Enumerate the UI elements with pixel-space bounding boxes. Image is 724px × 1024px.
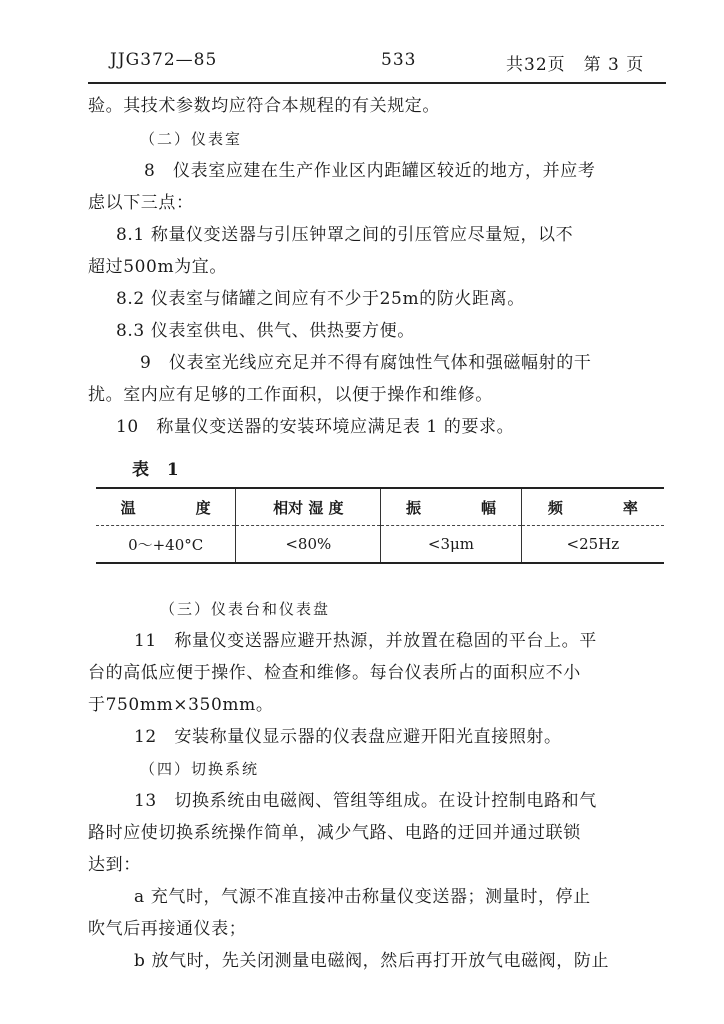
cell-frequency: <25Hz [521, 526, 664, 564]
table-header-row [96, 488, 664, 526]
body-line: 吹气后再接通仪表； [88, 919, 247, 939]
body-line: 13 切换系统由电磁阀、管组等组成。在设计控制电路和气 [134, 791, 597, 811]
section-heading: （三）仪表台和仪表盘 [160, 600, 331, 618]
page-number: 533 [381, 50, 417, 70]
body-line: 验。其技术参数均应符合本规程的有关规定。 [88, 96, 440, 116]
body-line: 12 安装称量仪显示器的仪表盘应避开阳光直接照射。 [134, 727, 562, 747]
header-frequency: 频 率 [521, 488, 664, 526]
standard-code: JJG372—85 [110, 50, 218, 70]
body-line: 8 仪表室应建在生产作业区内距罐区较近的地方，并应考 [144, 161, 596, 181]
body-line: 超过500m为宜。 [88, 257, 227, 277]
header-rule [88, 82, 666, 84]
body-line: 达到： [88, 855, 141, 875]
body-line: 8.1 称量仪变送器与引压钟罩之间的引压管应尽量短，以不 [116, 225, 574, 245]
body-line: 路时应使切换系统操作简单，减少气路、电路的迂回并通过联锁 [88, 823, 581, 843]
header-amplitude: 振 幅 [381, 488, 521, 526]
body-line: 虑以下三点： [88, 193, 194, 213]
body-line: 台的高低应便于操作、检查和维修。每台仪表所占的面积应不小 [88, 663, 581, 683]
table-1 [96, 487, 664, 564]
body-line: 8.3 仪表室供电、供气、供热要方便。 [116, 321, 415, 341]
body-line: b 放气时，先关闭测量电磁阀，然后再打开放气电磁阀，防止 [134, 951, 610, 971]
cell-temperature: 0～+40°C [96, 526, 236, 564]
body-line: 扰。室内应有足够的工作面积，以便于操作和维修。 [88, 385, 493, 405]
cell-amplitude: <3μm [381, 526, 521, 564]
header-humidity: 相对 湿 度 [236, 488, 381, 526]
body-line: 于750mm×350mm。 [88, 695, 274, 715]
section-heading: （二）仪表室 [140, 130, 243, 148]
body-line: 8.2 仪表室与储罐之间应有不少于25m的防火距离。 [116, 289, 525, 309]
body-line: 11 称量仪变送器应避开热源，并放置在稳固的平台上。平 [134, 631, 597, 651]
body-line: 10 称量仪变送器的安装环境应满足表 1 的要求。 [116, 417, 515, 437]
body-line: 9 仪表室光线应充足并不得有腐蚀性气体和强磁幅射的干 [140, 353, 592, 373]
table-row [96, 526, 664, 564]
section-heading: （四）切换系统 [140, 760, 260, 778]
table-caption: 表 1 [132, 460, 185, 480]
header-temperature: 温 度 [96, 488, 236, 526]
body-line: a 充气时，气源不准直接冲击称量仪变送器；测量时，停止 [134, 887, 591, 907]
cell-humidity: <80% [236, 526, 381, 564]
page-info: 共32页 第 3 页 [506, 55, 645, 75]
